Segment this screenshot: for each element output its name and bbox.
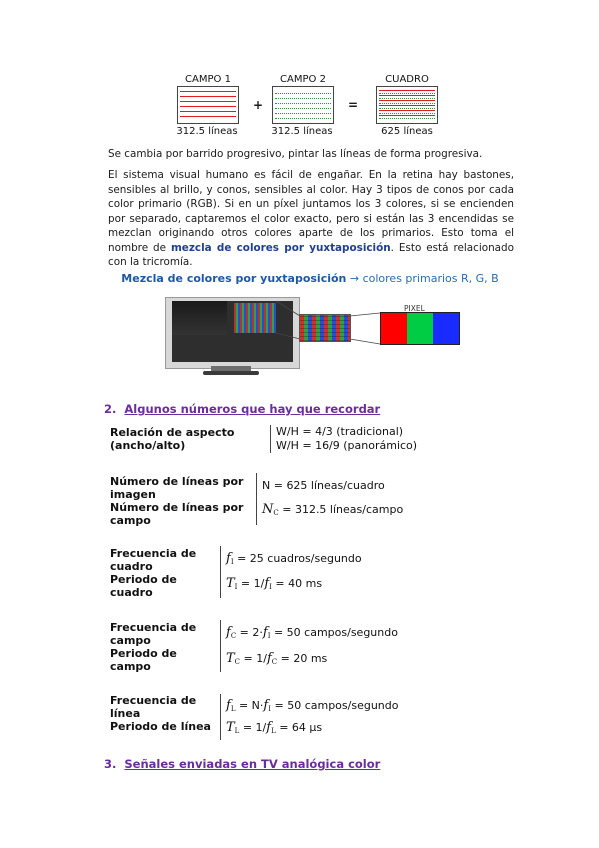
progressive-scan-paragraph: Se cambia por barrido progresivo, pintar las líneas de forma progresiva. xyxy=(108,148,483,160)
lines-per-frame-value: N = 625 líneas/cuadro xyxy=(262,479,385,492)
pixel-green xyxy=(407,313,433,344)
section-2-heading xyxy=(104,402,380,416)
caption-detail: → colores primarios R, G, B xyxy=(346,272,499,285)
visual-system-text-end: . Esto está relacionado con la tricromía. xyxy=(108,241,514,268)
pixel-blue xyxy=(433,313,459,344)
frame-period-value: $T_I = 1/f_I = 40$ ms xyxy=(226,576,323,591)
frame-lines: 625 líneas xyxy=(381,126,433,137)
pixel-red xyxy=(381,313,407,344)
aspect-ratio-label: Relación de aspecto (ancho/alto) xyxy=(110,426,235,452)
tv-base xyxy=(203,371,259,375)
frame-frequency-label: Frecuencia de cuadro Periodo de cuadro xyxy=(110,547,197,599)
pixel-rgb xyxy=(380,312,460,345)
section-2-number: 2. xyxy=(104,402,117,416)
visual-system-paragraph xyxy=(108,168,514,270)
pixel-mosaic xyxy=(299,314,351,342)
frame-title: CUADRO xyxy=(385,74,429,85)
plus-sign: + xyxy=(253,98,264,112)
field1-lines: 312.5 líneas xyxy=(176,126,238,137)
section-3-title: Señales enviadas en TV analógica color xyxy=(124,757,381,771)
figure-caption xyxy=(90,272,530,285)
field-period-value: $T_C = 1/f_C = 20$ ms xyxy=(226,651,328,666)
aspect-ratio-value-2: W/H = 16/9 (panorámico) xyxy=(276,439,418,452)
frame-box xyxy=(376,86,438,124)
section-3-number: 3. xyxy=(104,757,117,771)
line-period-value: $T_L = 1/f_L = 64$ µs xyxy=(226,720,323,735)
field2-lines: 312.5 líneas xyxy=(271,126,333,137)
equals-sign: = xyxy=(348,98,359,112)
pixel-label: PIXEL xyxy=(404,304,425,313)
juxtaposition-term: mezcla de colores por yuxtaposición xyxy=(170,241,391,254)
section-3-heading xyxy=(104,757,380,771)
field1-title: CAMPO 1 xyxy=(185,74,231,85)
field2-title: CAMPO 2 xyxy=(280,74,326,85)
line-frequency-value: $f_L = N\cdot f_I = 50$ campos/segundo xyxy=(226,698,399,713)
lines-per-field-value: $N_C = 312.5$ líneas/campo xyxy=(262,502,404,517)
aspect-ratio-value-1: W/H = 4/3 (tradicional) xyxy=(276,425,404,438)
frame-frequency-value: $f_I = 25$ cuadros/segundo xyxy=(226,551,362,566)
field-frequency-label: Frecuencia de campo Periodo de campo xyxy=(110,621,197,673)
visual-system-text: El sistema visual humano es fácil de engañar. En la retina hay bastones, sensibles al brillo, y conos, sensibles al color. Hay 3 tipos de conos por cada color primario (RGB). Si en un píxel juntamos los 3 colores, si se encienden por separado, captaremos el color exacto, pero si están las 3 encendidas se mezclan originando otros colores aparte de los primarios. Esto toma el nombre de xyxy=(108,169,514,254)
section-2-title: Algunos números que hay que recordar xyxy=(124,402,381,416)
field-frequency-value: $f_C = 2\cdot f_I = 50$ campos/segundo xyxy=(226,625,398,640)
field2-box xyxy=(272,86,334,124)
line-frequency-label: Frecuencia de línea Periodo de línea xyxy=(110,694,211,733)
field1-box xyxy=(177,86,239,124)
lines-label: Número de líneas por imagen Número de líneas por campo xyxy=(110,475,244,527)
caption-title: Mezcla de colores por yuxtaposición xyxy=(121,272,347,285)
